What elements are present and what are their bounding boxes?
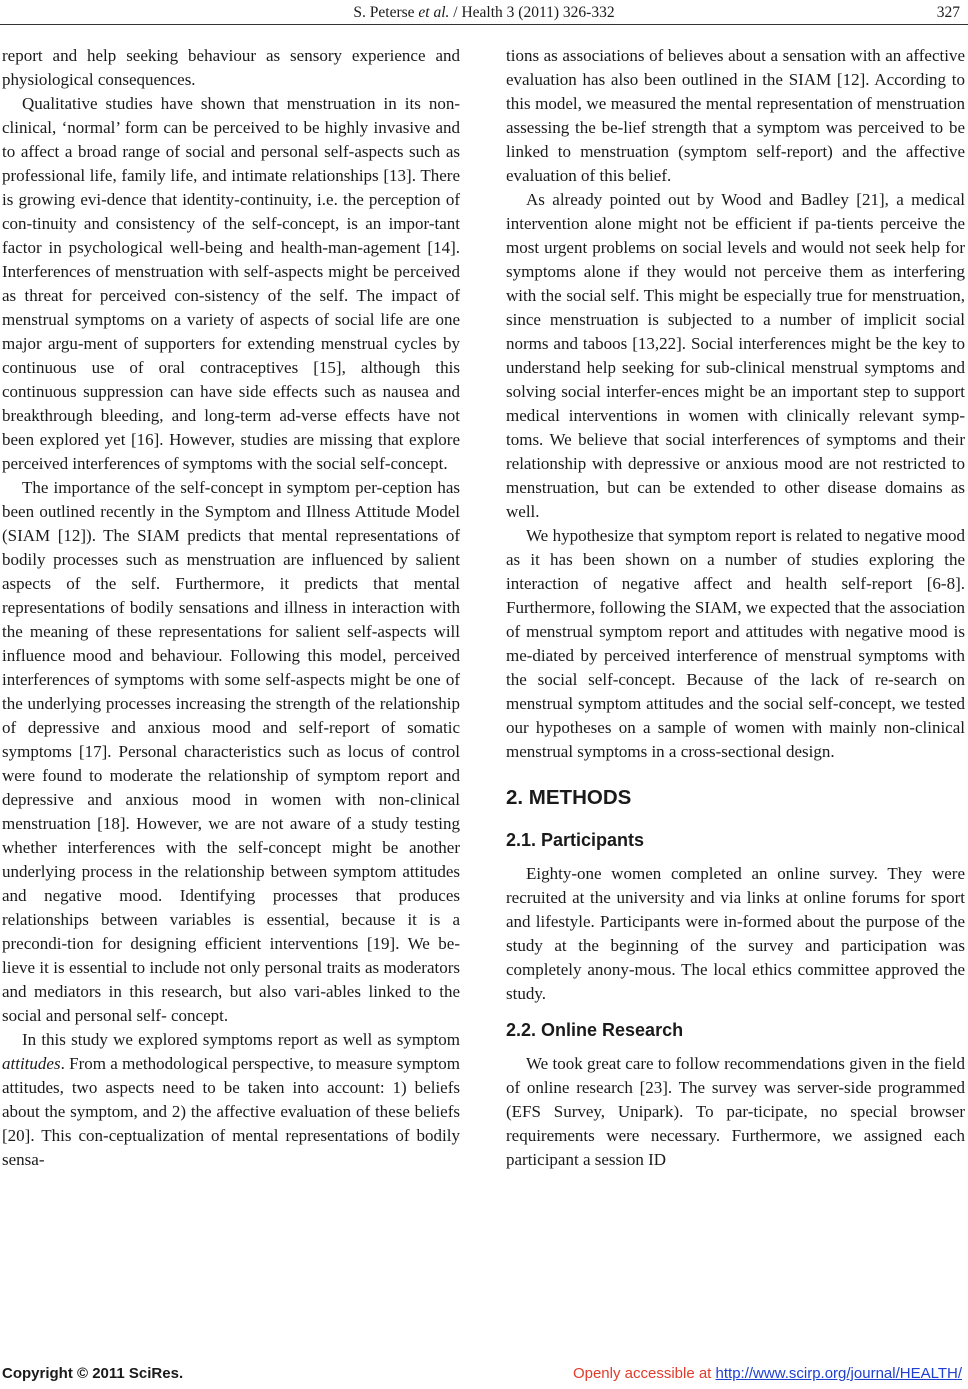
left-p4-start: In this study we explored symptoms report as well as symptom [22,1030,460,1049]
subsection-heading-participants: 2.1. Participants [506,830,645,850]
header-etal: et al. [418,4,450,21]
header-authors: S. Peterse [353,4,419,21]
left-paragraph-3: The importance of the self-concept in symptom per-ception has been outlined recently in the Symptom and Illness Attitude Model (SIAM [12]). The SIAM predicts that mental representations of bodily processes such as menstruation are influenced by salient aspects of the self. Furthermore, it predicts that mental representations of bodily sensations and illness in interaction with the meaning of these representations for salient self-aspects will influence mood and behaviour. Following this model, perceived interferences of symptoms with some self-aspects might be one of the underlying processes increasing the strength of the relationship of depressive and anxious mood and self-report of somatic symptoms [17]. Personal characteristics such as locus of control were found to moderate the relationship of symptom report and depressive and anxious mood in women with non-clinical menstruation [18]. However, we are not aware of a study testing whether interferences with the self-concept might be another underlying process in the relationship between symptom attitudes and negative mood. Identifying processes that produces relationships between variables is essential, because it is a precondi-tion for designing efficient interventions [19]. We be-lieve it is essential to include not only personal traits as moderators and mediators in this research, but also vari-ables linked to the social and personal self- concept. [2,478,460,1025]
online-research-paragraph: We took great care to follow recommendations given in the field of online research [23]. The survey was server-side programmed (EFS Survey, Unipark). To par-ticipate, no special browser requirements were necessary. Furthermore, we assigned each participant a session ID [506,1054,965,1169]
journal-link[interactable]: http://www.scirp.org/journal/HEALTH/ [715,1365,962,1382]
open-access-notice [573,1365,962,1382]
running-title [0,4,968,22]
header-rule [0,24,968,25]
subsection-heading-online-research: 2.2. Online Research [506,1020,684,1040]
right-paragraph-1: tions as associations of believes about a sensation with an affective evaluation has also been outlined in the SIAM [12]. According to this model, we measured the mental representation of menstruation assessing the be-lief strength that a symptom was perceived to be linked to menstruation (symptom self-report) and the affective evaluation of this belief. [506,46,965,185]
left-p4-end: . From a methodological perspective, to measure symptom attitudes, two aspects need to be taken into account: 1) beliefs about the symptom, and 2) the affective evaluation of these beliefs [20]. This con-ceptualization of mental representations of bodily sensa- [2,1054,460,1169]
right-column [506,44,965,1172]
left-paragraph-1: report and help seeking behaviour as sensory experience and physiological consequences. [2,46,460,89]
page-number: 327 [936,4,960,21]
participants-paragraph: Eighty-one women completed an online survey. They were recruited at the university and via links at online forums for sport and lifestyle. Participants were in-formed about the purpose of the study at the beginning of the survey and participation was completely anony-mous. The local ethics committee approved the study. [506,864,965,1003]
left-p4-emphasis: attitudes [2,1054,61,1073]
right-paragraph-2: As already pointed out by Wood and Badley [21], a medical intervention alone might not be efficient if pa-tients perceive the most urgent problems on social levels and would not seek help for symptoms alone if they would not perceive them as interfering with the social self. This might be especially true for menstruation, since menstruation is subjected to a number of implicit social norms and taboos [13,22]. Social interferences might be the key to understand help seeking for sub-clinical menstrual symptoms and solving social interfer-ences might be an important step to support medical interventions in women with clinically relevant symp-toms. We believe that social interferences of symptoms and their relationship with depressive or anxious mood are not restricted to menstruation, but can be extended to other disease domains as well. [506,190,965,521]
copyright-notice: Copyright © 2011 SciRes. [2,1365,184,1382]
left-paragraph-4 [2,1028,460,1172]
section-heading-methods: 2. METHODS [506,786,632,809]
right-paragraph-3: We hypothesize that symptom report is related to negative mood as it has been shown on a number of studies exploring the interaction of negative affect and health self-report [6-8]. Furthermore, following the SIAM, we expected that the association of menstrual symptom report and attitudes with negative mood is me-diated by perceived interference of menstrual symptoms with the social self-concept. Because of the lack of re-search on menstrual symptom attitudes and the social self-concept, we tested our hypotheses on a sample of women with mainly non-clinical menstrual symptoms in a cross-sectional design. [506,526,965,761]
left-column [2,44,460,1172]
left-paragraph-2: Qualitative studies have shown that menstruation in its non-clinical, ‘normal’ form can be perceived to be highly invasive and to affect a broad range of social and personal self-aspects such as professional life, family life, and intimate relationships [13]. There is growing evi-dence that identity-continuity, i.e. the perception of con-tinuity and consistency of the self-concept, is an impor-tant factor in psychological well-being and health-man-agement [14]. Interferences of menstruation with self-aspects might be perceived as threat for perceived con-sistency of the self. The impact of menstrual symptoms on a variety of aspects of social life are one major argu-ment of supporters for extending menstrual cycles by continuous use of oral contraceptives [15], although this continuous suppression can have side effects such as nausea and breakthrough bleeding, and long-term ad-verse effects have not been explored yet [16]. However, studies are missing that explore perceived interferences of symptoms with the social self-concept. [2,94,460,473]
running-header [0,2,968,24]
page-footer [0,1365,968,1387]
header-journal: / Health 3 (2011) 326-332 [449,4,615,21]
access-text: Openly accessible at [572,1365,716,1382]
